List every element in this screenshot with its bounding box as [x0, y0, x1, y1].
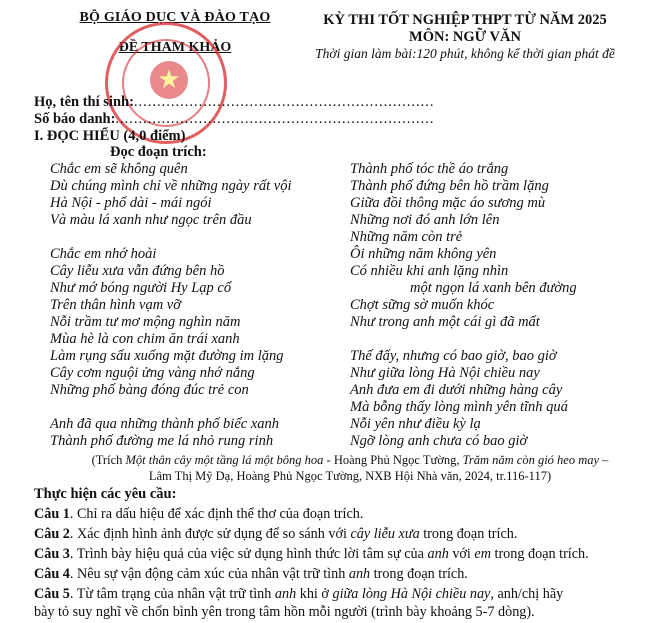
question-1-label: Câu 1 [34, 506, 70, 522]
poem-line: Anh đã qua những thành phố biếc xanh [50, 416, 280, 432]
excerpt-heading: Đọc đoạn trích: [110, 144, 207, 160]
poem-line: Dù chúng mình chỉ về những ngày rất vội [50, 178, 292, 194]
poem-line: Anh đưa em đi dưới những hàng cây [350, 382, 563, 398]
poem-line: Cây cơm nguội ửng vàng nhớ nắng [50, 365, 255, 381]
question-5-label: Câu 5 [34, 586, 70, 602]
poem-line: Những năm còn trẻ [350, 229, 463, 245]
star-icon: ★ [157, 65, 181, 94]
exam-title: KỲ THI TỐT NGHIỆP THPT TỪ NĂM 2025 [323, 12, 607, 28]
source-citation [70, 452, 630, 484]
header-right [300, 12, 630, 62]
poem-line: Mà bỗng thấy lòng mình yên tĩnh quá [350, 399, 568, 415]
poem-line: Làm rụng sấu xuống mặt đường im lặng [50, 348, 284, 364]
poem-right-stanza-1 [350, 161, 577, 331]
question-5: Câu 5. Từ tâm trạng của nhân vật trữ tình anh khi ở giữa lòng Hà Nội chiều nay, anh/chị hãy [34, 586, 564, 602]
poem-left-column [50, 161, 291, 450]
poem-line: Thành phố đứng bên hồ trầm lặng [350, 178, 549, 194]
section-title: I. ĐỌC HIỂU (4,0 điểm) [34, 128, 186, 144]
poem-line: Như mớ bóng người Hy Lạp cổ [50, 280, 232, 296]
poem-line: Trên thân hình vạm vỡ [50, 297, 181, 313]
source-work-title: Một thân cây một tầng lá một bông hoa [125, 453, 324, 467]
poem-line: Những phố bàng đóng đúc trẻ con [50, 382, 249, 398]
poem-line: Cây liễu xưa vẫn đứng bên hồ [50, 263, 225, 279]
time-note: Thời gian làm bài:120 phút, không kể thời gian phát đề [315, 46, 615, 61]
poem-line: Mùa hè là con chim ăn trái xanh [50, 331, 240, 347]
poem-left-stanza-1 [50, 161, 291, 229]
poem-line: Giữa đồi thông mặc áo sương mù [350, 195, 546, 211]
candidate-name-label: Họ, tên thí sinh: [34, 94, 134, 110]
candidate-name-field [34, 94, 435, 111]
poem-line: Chắc em nhớ hoài [50, 246, 157, 262]
poem-line: Thành phố tóc thề áo trắng [350, 161, 509, 177]
poem-line: Những nơi đó anh lớn lên [350, 212, 500, 228]
question-3: Câu 3. Trình bày hiệu quả của việc sử dụng hình thức lời tâm sự của anh với em trong đoạn trích. [34, 546, 589, 562]
candidate-id-field [34, 111, 435, 128]
question-4-label: Câu 4 [34, 566, 70, 582]
source-book-title: Trăm năm còn gió heo may [462, 453, 600, 467]
poem-line: Có nhiều khi anh lặng nhìn [350, 263, 509, 279]
poem-line: Nỗi trầm tư mơ mộng nghìn năm [50, 314, 241, 330]
poem-line: Ngỡ lòng anh chưa có bao giờ [350, 433, 528, 449]
subject-title: MÔN: NGỮ VĂN [409, 29, 521, 45]
question-2: Câu 2. Xác định hình ảnh được sử dụng để so sánh với cây liễu xưa trong đoạn trích. [34, 526, 518, 542]
poem-line: Chợt sững sờ muốn khóc [350, 297, 495, 313]
ministry-name: BỘ GIÁO DỤC VÀ ĐÀO TẠO [79, 10, 271, 25]
source-line-1: (Trích Một thân cây một tầng lá một bông hoa - Hoàng Phủ Ngọc Tường, Trăm năm còn gió heo may – [91, 453, 609, 467]
poem-left-stanza-2 [50, 246, 291, 399]
poem-line: Chắc em sẽ không quên [50, 161, 188, 177]
question-1: Câu 1. Chỉ ra dấu hiệu để xác định thể thơ của đoạn trích. [34, 506, 364, 522]
poem-line: Như giữa lòng Hà Nội chiều nay [350, 365, 540, 381]
poem-right-column [350, 161, 577, 450]
candidate-id-dots: ..................................................................... [115, 111, 435, 127]
tasks-heading: Thực hiện các yêu cầu: [34, 486, 177, 502]
candidate-id-label: Số báo danh: [34, 111, 116, 127]
source-line-2: Lâm Thị Mỹ Dạ, Hoàng Phủ Ngọc Tường, NXB Hội Nhà văn, 2024, tr.116-117) [148, 469, 552, 483]
draft-label: ĐỀ THAM KHẢO [118, 40, 232, 55]
question-5-line-2: bày tỏ suy nghĩ về chốn bình yên trong tâm hồn mỗi người (trình bày khoảng 5-7 dòng). [34, 604, 535, 620]
poem-line: Và màu lá xanh như ngọc trên đầu [50, 212, 252, 228]
poem-right-stanza-2 [350, 348, 577, 450]
poem-line: một ngọn lá xanh bên đường [410, 280, 577, 296]
question-4: Câu 4. Nêu sự vận động cảm xúc của nhân vật trữ tình anh trong đoạn trích. [34, 566, 468, 582]
question-2-label: Câu 2 [34, 526, 70, 542]
question-3-label: Câu 3 [34, 546, 70, 562]
poem-left-stanza-3 [50, 416, 291, 450]
candidate-name-dots: ................................................................. [133, 94, 435, 110]
poem-line: Thế đấy, nhưng có bao giờ, bao giờ [350, 348, 557, 364]
poem-line: Thành phố đường me lá nhỏ rung rinh [50, 433, 274, 449]
poem-line: Hà Nội - phố dài - mái ngói [50, 195, 212, 211]
poem-line: Nỗi yên như điều kỳ lạ [350, 416, 481, 432]
poem-line: Ôi những năm không yên [350, 246, 497, 262]
poem-line: Như trong anh một cái gì đã mất [350, 314, 540, 330]
